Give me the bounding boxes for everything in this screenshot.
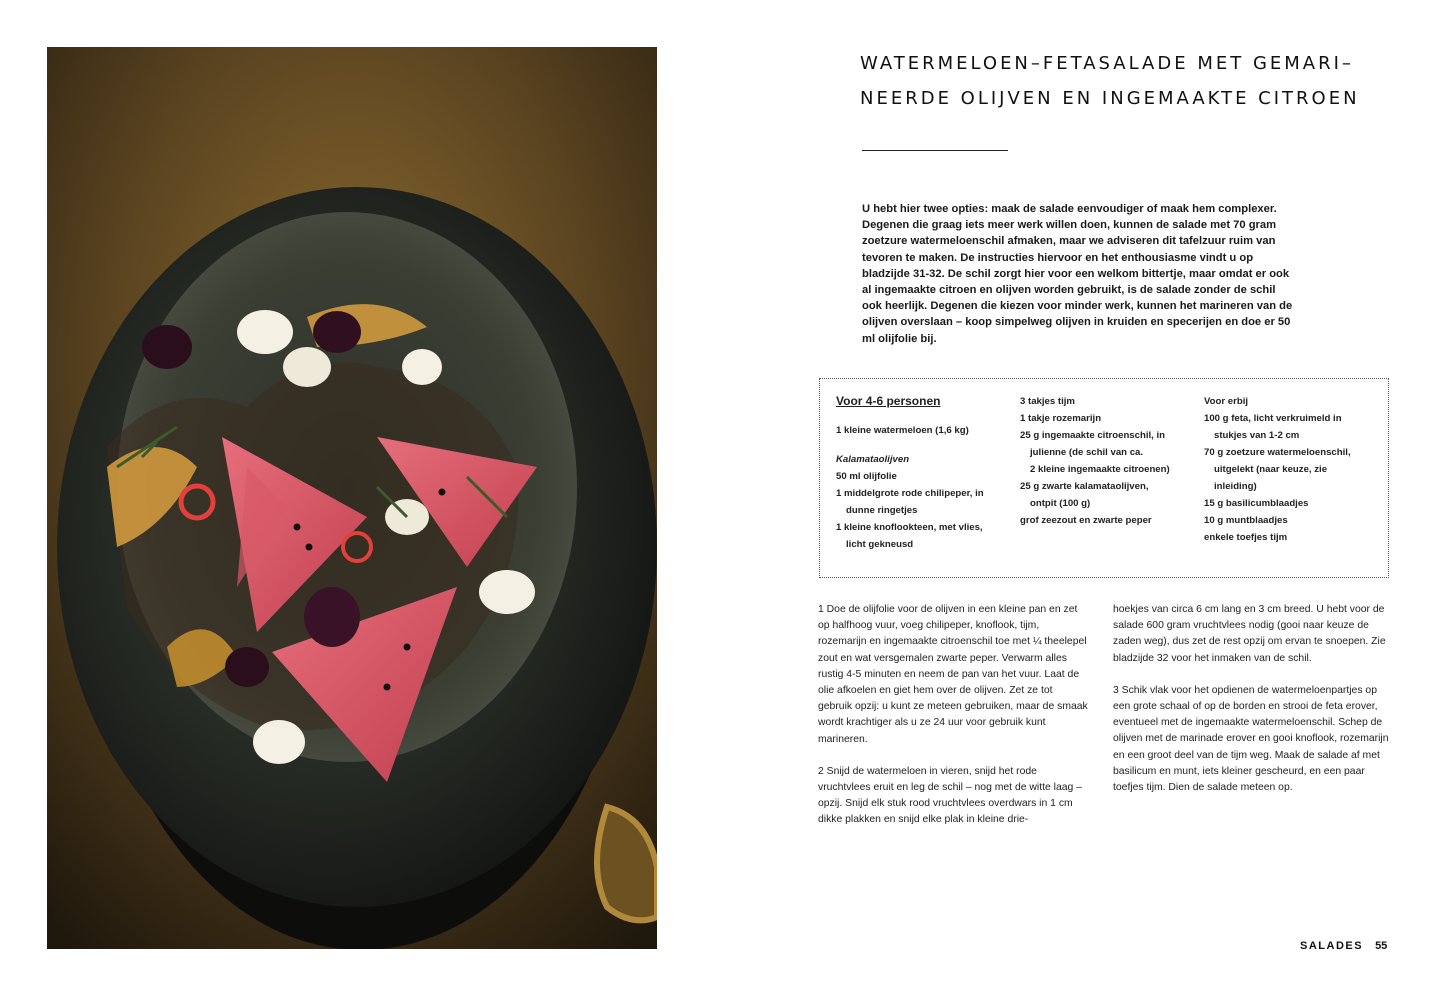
method-step-3: 3 Schik vlak voor het opdienen de watermeloenpartjes op een grote schaal of op de borden en strooi de feta erover, eventueel met de ingemaakte watermeloenschil. Schep de olijven met de marinade erover en gooi knoflook, rozemarijn en een groot deel van de tijm weg. Maak de salade af met basilicum en munt, iets kleiner gescheurd, en een paar toefjes tijm. Dien de salade meteen op. (1113, 684, 1389, 794)
ingredients-column-1 (836, 393, 1016, 553)
method-step-2: 2 Snijd de watermeloen in vieren, snijd het rode vruchtvlees eruit en leg de schil – nog met de witte laag – opzij. Snijd elk stuk rood vruchtvlees overdwars in 1 cm dikke plakken en snijd elke plak in kleine drie- (818, 765, 1082, 826)
ingredients-subheading: Kalamataolijven (836, 454, 910, 465)
method-column-1 (818, 602, 1088, 845)
ingredient-item-continued: uitgelekt (naar keuze, zie (1214, 464, 1328, 475)
page-footer (1300, 940, 1387, 952)
title-divider (862, 150, 1008, 151)
ingredient-item: 70 g zoetzure watermeloenschil, (1204, 447, 1351, 458)
ingredient-item-continued: julienne (de schil van ca. (1030, 447, 1144, 458)
ingredient-item-continued: inleiding) (1214, 481, 1257, 492)
ingredient-item: 1 middelgrote rode chilipeper, in (836, 488, 984, 499)
ingredient-item-continued: licht gekneusd (846, 539, 914, 550)
ingredient-item: 3 takjes tijm (1020, 396, 1075, 407)
ingredient-item: enkele toefjes tijm (1204, 532, 1288, 543)
ingredient-item: 25 g ingemaakte citroenschil, in (1020, 430, 1166, 441)
method-column-2 (1113, 602, 1393, 812)
ingredients-box (819, 378, 1389, 578)
food-photo (47, 47, 657, 949)
intro-text: U hebt hier twee opties: maak de salade eenvoudiger of maak hem complexer. Degenen die graag iets meer werk willen doen, kunnen de salade met 70 gram zoetzure watermeloenschil afmaken, maar we adviseren dit tafelzuur ruim van tevoren te maken. De instructies hiervoor en het enthousiasme vindt u op bladzijde 31-32. De schil zorgt hier voor een welkom bittertje, maar omdat er ook al ingemaakte citroen en olijven worden gebruikt, is de salade zonder de schil ook heerlijk. Degenen die kiezen voor minder werk, kunnen het marineren van de olijven overslaan – koop simpelweg olijven in kruiden en specerijen en doe er 50 ml olijfolie bij. (862, 203, 1293, 345)
method-step-1: 1 Doe de olijfolie voor de olijven in een kleine pan en zet op halfhoog vuur, voeg chilipeper, knoflook, tijm, rozemarijn en ingemaakte citroenschil toe met ¼ theelepel zout en wat versgemalen zwarte peper. Verwarm alles rustig 4-5 minuten en neem de pan van het vuur. Laat de olie afkoelen en giet hem over de olijven. Zet ze tot gebruik opzij: u kunt ze meteen gebruiken, maar de smaak wordt krachtiger als u ze 24 uur voor gebruik kunt marineren. (818, 604, 1088, 745)
ingredients-column-3 (1204, 393, 1379, 546)
ingredient-item: 15 g basilicumblaadjes (1204, 498, 1309, 509)
ingredient-item-continued: ontpit (100 g) (1030, 498, 1091, 509)
ingredient-item: 100 g feta, licht verkruimeld in (1204, 413, 1342, 424)
servings-heading: Voor 4-6 personen (836, 394, 941, 408)
section-name: SALADES (1300, 940, 1364, 952)
ingredients-column-2 (1020, 393, 1195, 529)
ingredient-item: 25 g zwarte kalamataolijven, (1020, 481, 1149, 492)
ingredient-item: 50 ml olijfolie (836, 471, 897, 482)
recipe-title (860, 46, 1400, 116)
ingredients-subheading: Voor erbij (1204, 396, 1249, 407)
recipe-title-line-1: WATERMELOEN–FETASALADE MET GEMARI– (860, 53, 1354, 74)
ingredient-item: 1 takje rozemarijn (1020, 413, 1102, 424)
ingredient-item-continued: dunne ringetjes (846, 505, 918, 516)
ingredient-item-continued: stukjes van 1-2 cm (1214, 430, 1300, 441)
ingredient-item: 1 kleine watermeloen (1,6 kg) (836, 425, 969, 436)
ingredient-item: grof zeezout en zwarte peper (1020, 515, 1152, 526)
page-number: 55 (1375, 940, 1388, 952)
recipe-title-line-2: NEERDE OLIJVEN EN INGEMAAKTE CITROEN (860, 88, 1360, 109)
ingredient-item-continued: 2 kleine ingemaakte citroenen) (1030, 464, 1170, 475)
method-step-2-continued: hoekjes van circa 6 cm lang en 3 cm breed. U hebt voor de salade 600 gram vruchtvlees nodig (gooi naar keuze de zaden weg), dus zet de rest opzij om ervan te snoepen. Zie bladzijde 32 voor het inmaken van de schil. (1113, 604, 1386, 664)
ingredient-item: 1 kleine knoflookteen, met vlies, (836, 522, 983, 533)
ingredient-item: 10 g muntblaadjes (1204, 515, 1288, 526)
